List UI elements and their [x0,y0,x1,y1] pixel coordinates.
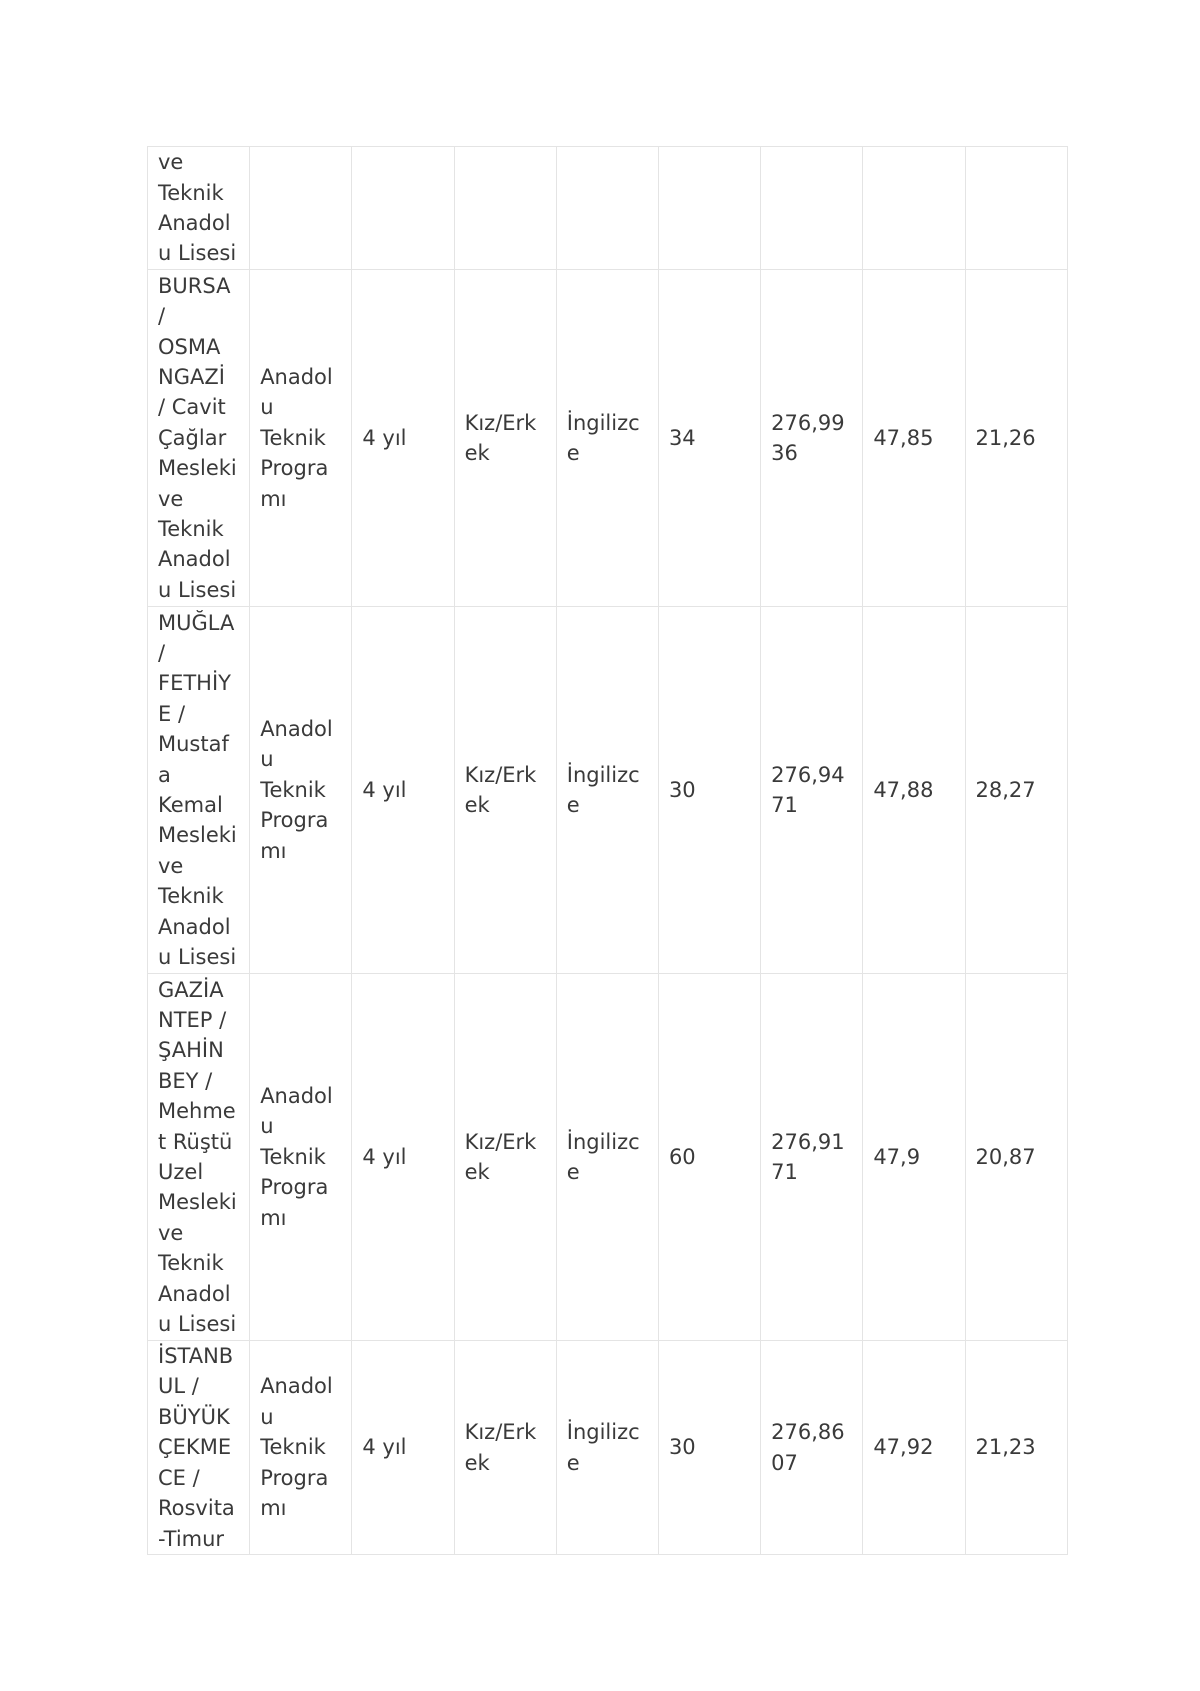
duration-cell: 4 yıl [352,270,454,607]
program-cell: Anadol u Teknik Progra mı [250,270,352,607]
school-location-cell: ve Teknik Anadol u Lisesi [148,147,250,270]
quota-cell: 30 [658,1341,760,1555]
percentile-b-cell [965,147,1067,270]
table-row [148,974,1068,1341]
school-results-table [147,146,1068,1555]
percentile-a-cell: 47,9 [863,974,965,1341]
table-row [148,270,1068,607]
language-cell: İngilizc e [556,270,658,607]
duration-cell [352,147,454,270]
school-location-cell: BURSA / OSMA NGAZİ / Cavit Çağlar Mesleki ve Teknik Anadol u Lisesi [148,270,250,607]
language-cell [556,147,658,270]
language-cell: İngilizc e [556,1341,658,1555]
table-row [148,607,1068,974]
duration-cell: 4 yıl [352,974,454,1341]
percentile-a-cell [863,147,965,270]
program-cell: Anadol u Teknik Progra mı [250,1341,352,1555]
score-cell: 276,91 71 [761,974,863,1341]
language-cell: İngilizc e [556,974,658,1341]
score-cell: 276,94 71 [761,607,863,974]
quota-cell [658,147,760,270]
percentile-a-cell: 47,88 [863,607,965,974]
table-row [148,1341,1068,1555]
gender-cell: Kız/Erk ek [454,607,556,974]
score-cell [761,147,863,270]
program-cell [250,147,352,270]
percentile-a-cell: 47,92 [863,1341,965,1555]
percentile-b-cell: 21,26 [965,270,1067,607]
percentile-b-cell: 28,27 [965,607,1067,974]
language-cell: İngilizc e [556,607,658,974]
quota-cell: 30 [658,607,760,974]
duration-cell: 4 yıl [352,607,454,974]
school-location-cell: GAZİA NTEP / ŞAHİN BEY / Mehme t Rüştü Uzel Mesleki ve Teknik Anadol u Lisesi [148,974,250,1341]
percentile-a-cell: 47,85 [863,270,965,607]
quota-cell: 34 [658,270,760,607]
gender-cell: Kız/Erk ek [454,974,556,1341]
school-location-cell: MUĞLA / FETHİY E / Mustaf a Kemal Mesleki ve Teknik Anadol u Lisesi [148,607,250,974]
table-row [148,147,1068,270]
gender-cell: Kız/Erk ek [454,270,556,607]
percentile-b-cell: 20,87 [965,974,1067,1341]
program-cell: Anadol u Teknik Progra mı [250,607,352,974]
school-location-cell: İSTANB UL / BÜYÜK ÇEKME CE / Rosvita -Timur [148,1341,250,1555]
score-cell: 276,86 07 [761,1341,863,1555]
gender-cell [454,147,556,270]
quota-cell: 60 [658,974,760,1341]
duration-cell: 4 yıl [352,1341,454,1555]
score-cell: 276,99 36 [761,270,863,607]
gender-cell: Kız/Erk ek [454,1341,556,1555]
program-cell: Anadol u Teknik Progra mı [250,974,352,1341]
percentile-b-cell: 21,23 [965,1341,1067,1555]
